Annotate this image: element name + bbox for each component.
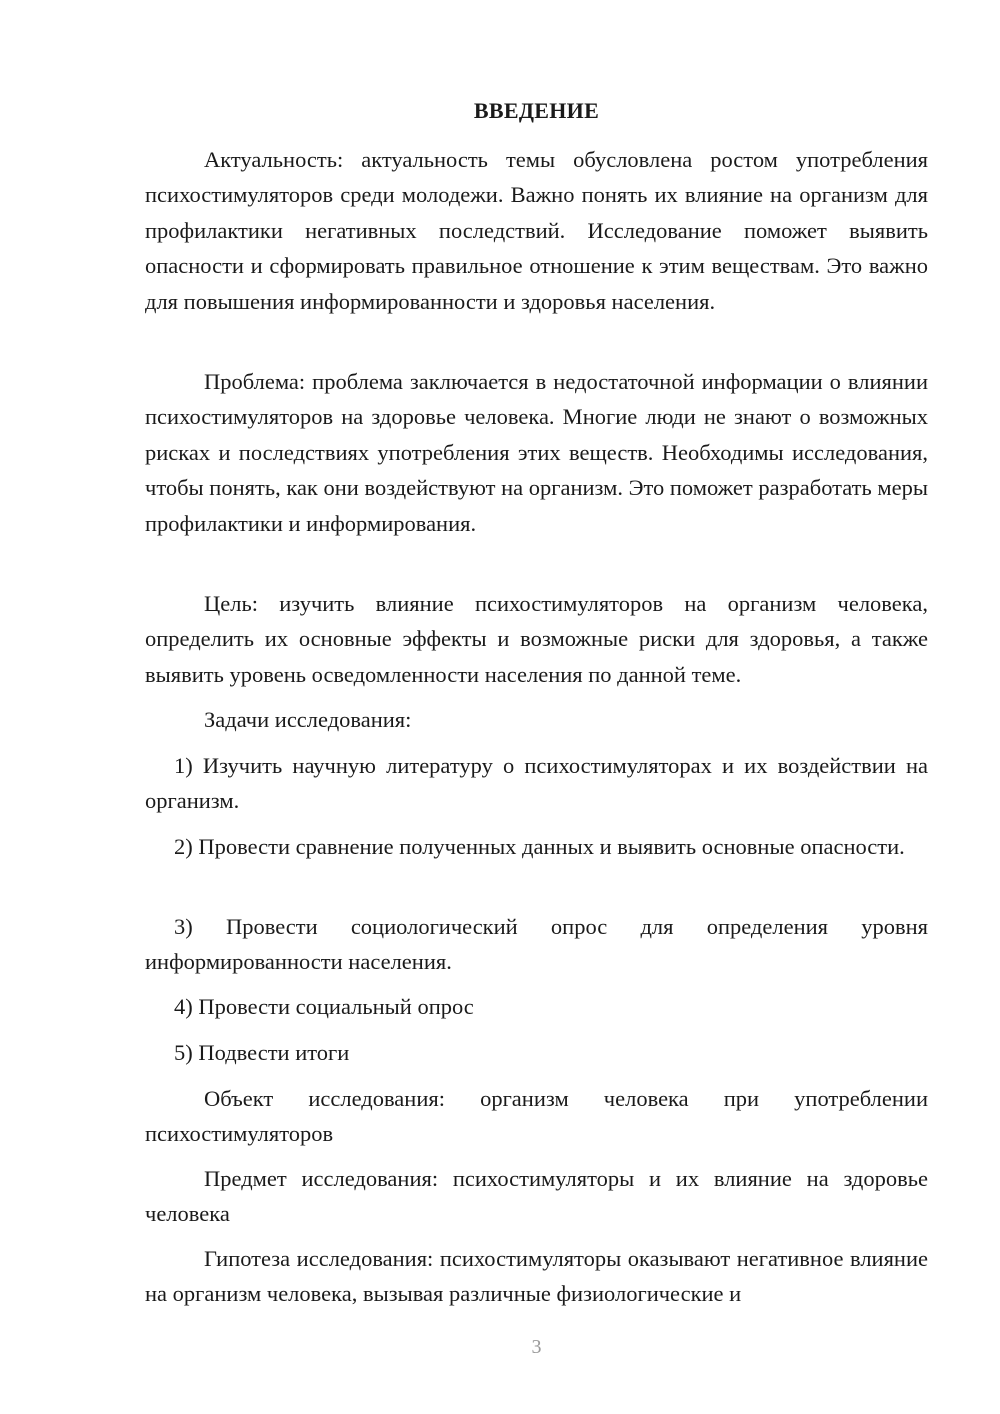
- task-item-3: 3) Провести социологический опрос для определения уровня информированности населения.: [145, 914, 928, 975]
- document-page: [145, 0, 928, 1414]
- task-item-5: 5) Подвести итоги: [174, 1040, 350, 1065]
- task-item-4: 4) Провести социальный опрос: [174, 994, 474, 1019]
- paragraph-problem: Проблема: проблема заключается в недостаточной информации о влиянии психостимуляторов на здоровье человека. Многие люди не знают о возможных рисках и последствиях употребления этих веществ. Необходимы исследования, чтобы понять, как они воздействуют на организм. Это поможет разработать меры профилактики и информирования.: [145, 369, 928, 536]
- task-item-2: 2) Провести сравнение полученных данных и выявить основные опасности.: [174, 834, 905, 859]
- paragraph-hypothesis: Гипотеза исследования: психостимуляторы оказывают негативное влияние на организм человека, вызывая различные физиологические и: [145, 1246, 928, 1307]
- paragraph-object: Объект исследования: организм человека при употреблении психостимуляторов: [145, 1086, 928, 1147]
- task-item-1: 1) Изучить научную литературу о психостимуляторах и их воздействии на организм.: [145, 753, 928, 814]
- page-number: 3: [531, 1336, 542, 1358]
- paragraph-relevance: Актуальность: актуальность темы обусловлена ростом употребления психостимуляторов среди молодежи. Важно понять их влияние на организм для профилактики негативных последствий. Исследование поможет выявить опасности и сформировать правильное отношение к этим веществам. Это важно для повышения информированности и здоровья населения.: [145, 147, 928, 314]
- paragraph-goal: Цель: изучить влияние психостимуляторов на организм человека, определить их основные эффекты и возможные риски для здоровья, а также выявить уровень осведомленности населения по данной теме.: [145, 591, 928, 687]
- paragraph-subject: Предмет исследования: психостимуляторы и их влияние на здоровье человека: [145, 1166, 928, 1227]
- page-title: ВВЕДЕНИЕ: [473, 98, 600, 123]
- tasks-heading: Задачи исследования:: [204, 707, 412, 732]
